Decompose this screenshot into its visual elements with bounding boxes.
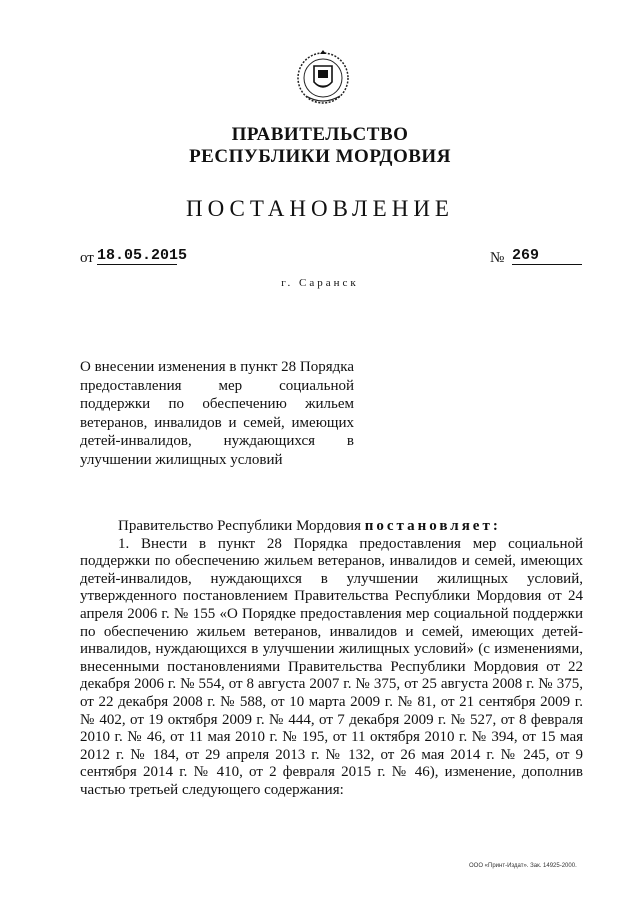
print-footer: ООО «Принт-Издат». Зак. 14925-2000. bbox=[469, 863, 577, 869]
city: г. Саранск bbox=[281, 277, 359, 289]
resolves-text: постановляет: bbox=[364, 518, 501, 534]
coat-of-arms-icon bbox=[296, 48, 350, 108]
date-value: 18.05.2015 bbox=[97, 247, 188, 264]
number-label: № bbox=[490, 250, 505, 266]
document-body bbox=[80, 518, 583, 800]
document-type-title: ПОСТАНОВЛЕНИЕ bbox=[186, 196, 454, 221]
government-name-line2: РЕСПУБЛИКИ МОРДОВИЯ bbox=[189, 146, 451, 167]
intro-text: Правительство Республики Мордовия bbox=[118, 518, 361, 534]
number-value: 269 bbox=[512, 247, 582, 265]
item-1: 1. Внести в пункт 28 Порядка предоставления мер социальной поддержки по обеспечению жильем ветеранов, инвалидов и семей, имеющих детей-инвалидов, нуждающихся в улучшении жилищных условий, утвержденного постановлением Правительства Республики Мордовия от 24 апреля 2006 г. № 155 «О Порядке предоставления мер социальной поддержки по обеспечению жильем ветеранов, инвалидов и семей, имеющих детей-инвалидов, нуждающихся в улучшении жилищных условий» (с изменениями, внесенными постановлениями Правительства Республики Мордовия от 22 декабря 2006 г. № 554, от 8 августа 2007 г. № 375, от 25 августа 2008 г. № 375, от 22 декабря 2008 г. № 588, от 10 марта 2009 г. № 81, от 21 сентября 2009 г. № 402, от 19 октября 2009 г. № 444, от 7 декабря 2009 г. № 527, от 8 февраля 2010 г. № 46, от 11 мая 2010 г. № 195, от 11 октября 2010 г. № 394, от 15 мая 2012 г. № 184, от 29 апреля 2013 г. № 132, от 26 мая 2014 г. № 245, от 9 сентября 2014 г. № 410, от 2 февраля 2015 г. № 46), изменение, дополнив частью третьей следующего содержания: bbox=[80, 535, 583, 798]
subject-heading: О внесении изменения в пункт 28 Порядка предоставления мер социальной поддержки по обеспечению жильем ветеранов, инвалидов и семей, имеющих детей-инвалидов, нуждающихся в улучшении жилищных условий bbox=[80, 359, 354, 468]
intro-line bbox=[80, 518, 583, 536]
date-label: от bbox=[80, 250, 94, 266]
government-name-line1: ПРАВИТЕЛЬСТВО bbox=[231, 124, 409, 145]
